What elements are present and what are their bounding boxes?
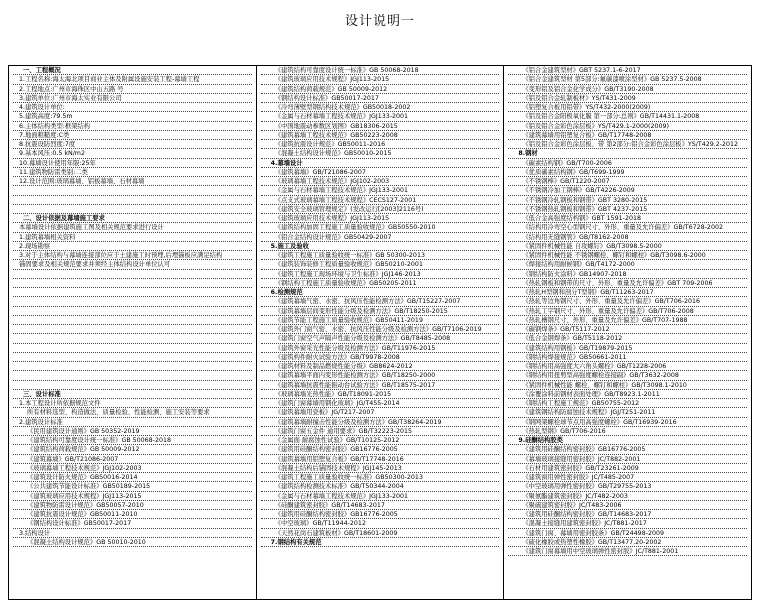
note-line: 《不锈钢棒》GB/T1220-2007 bbox=[508, 177, 747, 186]
section-heading: 8.钢材 bbox=[508, 149, 747, 158]
note-line: 《聚氨酯建筑密封胶》JC/T482-2003 bbox=[508, 492, 747, 501]
note-line: 《建筑用硅酮结构密封胶》GB16776-2005 bbox=[261, 445, 500, 454]
note-line: 《变形铝及铝合金化学成分》GB/T3190-2008 bbox=[508, 85, 747, 94]
note-line: 《建筑钢结构防腐蚀技术规程》JGJ/T251-2011 bbox=[508, 408, 747, 417]
note-line: 《建筑构件耐火试验方法》GB/T9978-2008 bbox=[261, 353, 500, 362]
note-line: 5.建筑高度:79.5m bbox=[13, 112, 252, 121]
note-line: 《金属与石材幕墙工程技术规范》JGJ133-2001 bbox=[261, 186, 500, 195]
note-line: 《不锈钢冷加工钢棒》GB/T4226-2009 bbox=[508, 186, 747, 195]
note-line: 《金属与石材幕墙工程技术规范》JGJ133-2001 bbox=[261, 492, 500, 501]
note-line bbox=[13, 316, 252, 325]
note-line: 《铝塑复合板用铝带》YS/T432-2000(2009) bbox=[508, 103, 747, 112]
note-line: 《建筑用硅酮结构密封胶》GB/T14683-2017 bbox=[508, 510, 747, 519]
note-line: 6.主体结构类型:框架结构 bbox=[13, 122, 252, 131]
note-line: 《结构用无缝钢管》GB/T8162-2008 bbox=[508, 233, 747, 242]
note-line: 《建筑幕墙》GB/T21086-2007 bbox=[261, 168, 500, 177]
note-line: 2.工程地点:广州市海珠区中山五路 号 bbox=[13, 85, 252, 94]
note-line: 《建筑设计防火规范》GB50016-2014 bbox=[13, 473, 252, 482]
note-line: 《点支式玻璃幕墙工程技术规程》CECS127-2001 bbox=[261, 196, 500, 205]
note-line: 《钢结构防火涂料》GB14907-2018 bbox=[508, 270, 747, 279]
note-line bbox=[13, 288, 252, 297]
note-line: 《建筑门窗空气声隔声性能分级及检测方法》GB/T8485-2008 bbox=[261, 334, 500, 343]
section-heading: 9.硅酮结构胶类 bbox=[508, 436, 747, 445]
note-line: 《混凝土接缝用建筑密封胶》JC/T881-2017 bbox=[508, 519, 747, 528]
note-line: 《建筑门窗五金件 通用要求》GB/T32223-2015 bbox=[261, 427, 500, 436]
note-line: 2.建筑设计标准 bbox=[13, 418, 252, 427]
note-line: 《混凝土结构设计规范》GB 50010-2010 bbox=[13, 538, 252, 547]
note-line: 1.工程名称:海太海北项目商业主体及附属设施安装工程-幕墙工程 bbox=[13, 75, 252, 84]
note-line: 《建筑材料及制品燃烧性能分级》GB8624-2012 bbox=[261, 362, 500, 371]
note-line bbox=[13, 334, 252, 343]
note-line: 《混凝土结构后锚固技术规程》JGJ145-2013 bbox=[261, 464, 500, 473]
note-line: 《建筑物防雷设计规范》GB50057-2010 bbox=[13, 501, 252, 510]
note-line: 《建筑节能工程施工质量验收规范》GB50411-2019 bbox=[261, 316, 500, 325]
note-line: 《建筑结构加固工程施工质量验收规范》GB50550-2010 bbox=[261, 223, 500, 232]
section-heading: 一、工程概况 bbox=[13, 66, 252, 75]
note-line: 《中空玻璃用弹性密封胶》GB/T29755-2013 bbox=[508, 482, 747, 491]
section-heading: 7.钢结构有关规范 bbox=[261, 538, 500, 547]
notes-column-2 bbox=[257, 66, 505, 599]
note-line: 《建筑玻璃应用技术规程》JGJ113-2015 bbox=[13, 492, 252, 501]
note-line: 《钢结构用扭剪型高强度螺栓连接副》GB/T3632-2008 bbox=[508, 371, 747, 380]
note-line: 《建筑玻璃应用技术规程》JGJ113-2015 bbox=[261, 75, 500, 84]
note-line: 《结构用冷弯空心型钢尺寸、外形、重量及允许偏差》GB/T6728-2002 bbox=[508, 223, 747, 232]
section-heading: 4.幕墙设计 bbox=[261, 159, 500, 168]
note-line: 《建筑门窗、幕墙用密封胶条》GB/T24498-2009 bbox=[508, 529, 747, 538]
note-line: 《建筑幕墙工程技术规范》GB50223-2008 bbox=[261, 131, 500, 140]
note-line: 7.地面粗糙度:C类 bbox=[13, 131, 252, 140]
notes-column-3 bbox=[504, 66, 751, 599]
note-line: 《碳钢焊条》GB/T5117-2012 bbox=[508, 325, 747, 334]
design-notes-sheet bbox=[8, 65, 752, 600]
note-line: 《建筑用硅酮结构密封胶》GB16776-2005 bbox=[261, 510, 500, 519]
note-line: 《玻璃幕墙光热性能》GB/T18091-2015 bbox=[261, 390, 500, 399]
note-line: 《中国地震动参数区划图》GB18306-2015 bbox=[261, 122, 500, 131]
note-line: 《铝及铝合金轧制板材》YS/T431-2009 bbox=[508, 94, 747, 103]
note-line bbox=[13, 270, 252, 279]
note-line bbox=[13, 381, 252, 390]
note-line: 《聚硫建筑密封胶》JC/T483-2006 bbox=[508, 501, 747, 510]
note-line bbox=[13, 371, 252, 380]
note-line: 《公共建筑节能设计标准》GB50189-2015 bbox=[13, 482, 252, 491]
note-line: 《建筑幕墙耐撞击性能分级及检测方法》GB/T38264-2019 bbox=[261, 418, 500, 427]
note-line: 《热轧型钢》GB/T706-2016 bbox=[508, 427, 747, 436]
note-line: 《民用建筑设计通则》GB 50352-2019 bbox=[13, 427, 252, 436]
note-line: 《紧固件机械性能 不锈钢螺栓、螺钉和螺柱》GB/T3098.6-2000 bbox=[508, 251, 747, 260]
section-heading: 二、设计依据及幕墙施工要求 bbox=[13, 214, 252, 223]
note-line: 《建筑结构荷载规范》GB 50009-2012 bbox=[261, 85, 500, 94]
note-line: 《不锈钢冷轧钢板和钢带》GBT 3280-2015 bbox=[508, 196, 747, 205]
note-line: 《涂覆涂料前钢材表面处理》GB/T8923.1-2011 bbox=[508, 390, 747, 399]
note-line: 《铝合金建筑型材 第5部分:氟碳漆喷涂型材》GB 5237.5-2008 bbox=[508, 75, 747, 84]
note-line: 1.建筑幕墙相关资料 bbox=[13, 233, 252, 242]
note-line: 《玻璃幕墙工程技术规范》JGJ102-2003 bbox=[13, 464, 252, 473]
note-line: 《钢结构工程施工质量验收规范》GB50205-2011 bbox=[261, 279, 500, 288]
note-line: 《不锈钢热轧钢板和钢带》GBT 4237-2015 bbox=[508, 205, 747, 214]
note-line: 《建筑结构用钢板》GB/T19879-2015 bbox=[508, 344, 747, 353]
note-line: 《铝及铝合金彩色涂层板》YS/T429.1-2000(2009) bbox=[508, 122, 747, 131]
note-line: 《建筑门窗幕墙用钢化玻璃》JG/T455-2014 bbox=[261, 399, 500, 408]
note-line bbox=[13, 307, 252, 316]
note-line: 《硅酮建筑密封胶》GB/T14683-2017 bbox=[261, 501, 500, 510]
note-line: 《热轧等边角钢尺寸、外形、重量及允许偏差》GB/T706-2016 bbox=[508, 297, 747, 306]
note-line: 《碳素结构钢》GB/T700-2006 bbox=[508, 159, 747, 168]
note-line: 《优质碳素结构钢》GB/T699-1999 bbox=[508, 168, 747, 177]
note-line: 《钢结构工程施工规范》GB50755-2012 bbox=[508, 399, 747, 408]
note-line: 3.结构设计 bbox=[13, 529, 252, 538]
note-line: 《建筑幕墙》GB/T21086-2007 bbox=[13, 455, 252, 464]
note-line bbox=[13, 196, 252, 205]
note-line: 《紧固件机械性能 自攻螺钉》GB/T3098.5-2000 bbox=[508, 242, 747, 251]
note-line: 《建筑外窗采光性能分级及检测方法》GB/T11976-2015 bbox=[261, 344, 500, 353]
note-line: 锚固要求及相关规范要求并须经主体结构设计单位认可 bbox=[13, 260, 252, 269]
note-line bbox=[13, 205, 252, 214]
note-line: 《钢结构设计标准》GB50017-2017 bbox=[261, 94, 500, 103]
note-line: 1.本工程设计所依据规范文件 bbox=[13, 399, 252, 408]
note-line: 《建筑幕墙用铝塑复合板》GB/T17748-2016 bbox=[261, 455, 500, 464]
note-line: 《热轧H型钢和剖分T型钢》GB/T11263-2017 bbox=[508, 288, 747, 297]
note-line: 10.幕墙设计使用年限:25年 bbox=[13, 159, 252, 168]
note-line: 《建筑用硅酮结构密封胶》GB16776-2005 bbox=[508, 445, 747, 454]
note-line: 《建筑幕墙用铝塑复合板》GB/T17748-2008 bbox=[508, 131, 747, 140]
note-line: 4.建筑设计单位: bbox=[13, 103, 252, 112]
note-line: 3.建筑单位:广州市海太实业有限公司 bbox=[13, 94, 252, 103]
note-line: 《钢结构焊接规范》GB50661-2011 bbox=[508, 353, 747, 362]
note-line: 《建筑结构可靠度设计统一标准》GB 50068-2018 bbox=[261, 66, 500, 75]
note-line: 《建筑外门窗气密、水密、抗风压性能分级及检测方法》GB/T7106-2019 bbox=[261, 325, 500, 334]
note-line: 《建筑幕墙平面内变形性能检测方法》GB/T18250-2000 bbox=[261, 371, 500, 380]
note-line: 《铝合金建筑型材》GBT 5237.1-6-2017 bbox=[508, 66, 747, 75]
note-line: 《钢结构设计标准》GB50017-2017 bbox=[13, 519, 252, 528]
note-line: 《石材用建筑密封胶》GB/T23261-2009 bbox=[508, 464, 747, 473]
note-line: 《硫化橡胶或热塑性橡胶》GB/T13477.20-2002 bbox=[508, 538, 747, 547]
note-line bbox=[13, 297, 252, 306]
note-line: 《冷弯薄壁型钢结构技术规范》GB50018-2002 bbox=[261, 103, 500, 112]
note-line bbox=[13, 186, 252, 195]
note-line: 所有材料选型、构造做法、质量检验、性能检测、施工安装等要求 bbox=[13, 408, 252, 417]
note-line: 《低合金钢焊条》GB/T5118-2012 bbox=[508, 334, 747, 343]
note-line: 《铝合金结构设计规范》GB50429-2007 bbox=[261, 233, 500, 242]
note-line: 《建筑抗震设计规范》GB50011-2010 bbox=[13, 510, 252, 519]
note-line: 《金属面 耐腐蚀性试验》GB/T10125-2012 bbox=[261, 436, 500, 445]
note-line: 《金属与石材幕墙工程技术规范》JGJ133-2001 bbox=[261, 112, 500, 121]
note-line: 《建筑幕墙抗震性能振动台试验方法》GB/T18575-2017 bbox=[261, 381, 500, 390]
note-line: 《建筑安全玻璃管理规定》(发改运行[2003]2116号) bbox=[261, 205, 500, 214]
note-line: 《热轧槽钢尺寸、外形、重量及允许偏差》GB/T707-1988 bbox=[508, 316, 747, 325]
note-line: 12.设计范围:玻璃幕墙、铝板幕墙、石材幕墙 bbox=[13, 177, 252, 186]
note-line: 《幕墙玻璃接缝用密封胶》JC/T882-2001 bbox=[508, 455, 747, 464]
note-line bbox=[13, 344, 252, 353]
note-line: 《建筑工程施工质量验收统一标准》GB50300-2013 bbox=[261, 473, 500, 482]
note-line: 《热轧钢板和钢带的尺寸、外形、重量及允许偏差》GBT 709-2006 bbox=[508, 279, 747, 288]
note-line: 11.建筑物防雷类别:二类 bbox=[13, 168, 252, 177]
note-line: 2.现场勘察 bbox=[13, 242, 252, 251]
note-line: 本幕墙设计依据建筑施工图及相关规范要求进行设计 bbox=[13, 223, 252, 232]
note-line: 《建筑窗用弹性密封胶》JC/T485-2007 bbox=[508, 473, 747, 482]
note-line: 《建筑工程施工质量验收统一标准》GB 50300-2013 bbox=[261, 251, 500, 260]
note-line: 《中空玻璃》GB/T11944-2012 bbox=[261, 519, 500, 528]
note-line: 《建筑抗震设计规范》GB50011-2016 bbox=[261, 140, 500, 149]
note-line: 《焊接结构用耐候钢》GB/T4172-2000 bbox=[508, 260, 747, 269]
note-line: 《建筑结构检测技术标准》GB/T50344-2004 bbox=[261, 482, 500, 491]
note-line: 《建筑装饰装修工程质量验收规范》GB50210-2001 bbox=[261, 260, 500, 269]
note-line: 8.抗震设防烈度:7度 bbox=[13, 140, 252, 149]
note-line bbox=[13, 325, 252, 334]
note-line bbox=[13, 362, 252, 371]
note-line: 《玻璃幕墙工程技术规范》JGJ102-2003 bbox=[261, 177, 500, 186]
note-line: 《钢结构用高强度大六角头螺栓》GB/T1228-2006 bbox=[508, 362, 747, 371]
note-line: 《天然花岗石建筑板材》GB/T18601-2009 bbox=[261, 529, 500, 538]
note-line: 《建筑结构可靠度设计统一标准》GB 50068-2018 bbox=[13, 436, 252, 445]
section-heading: 6.检测规范 bbox=[261, 288, 500, 297]
note-line: 《低合金高强度结构钢》GBT 1591-2018 bbox=[508, 214, 747, 223]
page-title: 设计说明一 bbox=[344, 14, 415, 29]
note-line: 《混凝土结构设计规范》GB50010-2015 bbox=[261, 149, 500, 158]
note-line: 《紧固件机械性能 螺栓、螺钉和螺柱》GB/T3098.1-2010 bbox=[508, 381, 747, 390]
section-heading: 三、设计标准 bbox=[13, 390, 252, 399]
note-line: 《建筑幕墙层间变形性能分级及检测方法》GB/T18250-2015 bbox=[261, 307, 500, 316]
note-line: 《热轧工字钢尺寸、外形、重量及允许偏差》GB/T706-2008 bbox=[508, 307, 747, 316]
note-line: 《建筑结构荷载规范》GB 50009-2012 bbox=[13, 445, 252, 454]
note-line: 《建筑玻璃应用技术规程》JGJ113-2015 bbox=[261, 214, 500, 223]
note-line: 《建筑幕墙用瓷板》JG/T217-2007 bbox=[261, 408, 500, 417]
section-heading: 5.施工及验收 bbox=[261, 242, 500, 251]
note-line: 《建筑工程施工现场环境与卫生标准》JGJ146-2013 bbox=[261, 270, 500, 279]
note-line: 《建筑幕墙气密、水密、抗风压性能检测方法》GB/T15227-2007 bbox=[261, 297, 500, 306]
note-line: 《铝及铝合金阳极氧化膜 第一部分:总则》GB/T14431.1-2008 bbox=[508, 112, 747, 121]
note-line: 3.对于主体结构与幕墙连接部位应于土建施工时预埋,后埋锚板应满足结构 bbox=[13, 251, 252, 260]
note-line: 9.基本风压:0.5 kN/m2 bbox=[13, 149, 252, 158]
note-line: 《钢网架螺栓球节点用高强度螺栓》GB/T16939-2016 bbox=[508, 418, 747, 427]
note-line bbox=[13, 279, 252, 288]
note-line: 《建筑门窗幕墙用中空玻璃弹性密封胶》JC/T881-2001 bbox=[508, 547, 747, 556]
notes-column-1 bbox=[9, 66, 257, 599]
note-line: 《铝及铝合金彩色涂层板、带 第2部分:铝合金彩色涂层板》YS/T429.2-2012 bbox=[508, 140, 747, 149]
note-line bbox=[13, 353, 252, 362]
